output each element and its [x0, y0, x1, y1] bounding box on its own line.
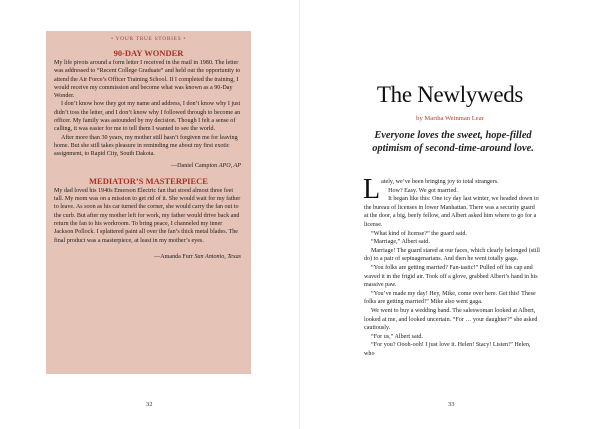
article-paragraph: “For you? Oooh-ooh! I just love it. Helen! Stacy! Listen!” Helen, who	[364, 342, 531, 357]
byline: by Martha Weinman Lear	[416, 115, 484, 122]
story-title: 90-DAY WONDER	[113, 48, 184, 58]
your-true-stories-sidebar	[46, 31, 251, 374]
story-paragraph: My life pivots around a form letter I received in the mail in 1980. The letter was addressed to “Recent College Graduate” and held out the opportunity to attend the Air Force’s Officer Training School. If I completed the training, I would receive my commission and become what was known as a 90-Day Wonder.	[54, 60, 241, 100]
article-paragraph: “What kind of license?” the guard said.	[371, 230, 467, 237]
story-paragraph: I don’t know how they got my name and address, I don’t know why I just didn’t toss the letter, and I don’t know why I followed through to become an officer. My family was astounded by my decision. Though I felt a sense of calling, it was easier for me to tell them I wanted to see the world.	[54, 101, 241, 133]
article-paragraph: How? Easy. We got married.	[388, 187, 458, 194]
section-header: • YOUR TRUE STORIES •	[111, 36, 186, 42]
author-place: APO, AP	[218, 162, 241, 169]
right-page	[300, 0, 600, 429]
article-paragraph: “Marriage,” Albert said.	[371, 239, 430, 246]
drop-cap: L	[363, 174, 381, 205]
article-deck: Everyone loves the sweet, hope-filled optimism of second-time-around love.	[372, 130, 534, 154]
page-number: 32	[146, 401, 153, 408]
article-paragraph: “You’ve made my day! Hey, Mike, come over here. Get this! These folks are getting married!” Mike also went gaga.	[364, 290, 536, 306]
article-paragraph: Marriage! The guard stared at our faces, which clearly belonged (still do) to a pair of septuagenarians. And then he went totally gaga.	[364, 247, 540, 263]
author-place: San Antonio, Texas	[194, 253, 241, 260]
story-signature	[54, 253, 241, 261]
article-paragraph: “You folks are getting married? Fan-tastic!” Pulled off his cap and waved it in the frigid air. Took off a glove, grabbed Albert’s hand in his massive paw.	[364, 264, 538, 289]
article-title: The Newlyweds	[376, 82, 524, 107]
story-title: MEDIATOR’S MASTERPIECE	[89, 175, 208, 186]
article-body	[363, 174, 540, 358]
article-paragraph: We went to buy a wedding band. The saleswoman looked at Albert, looked at me, and looked uncertain. “For … your daughter?” she asked cautiously.	[364, 307, 538, 332]
author-name: —Daniel Campion	[171, 162, 218, 169]
story-signature	[54, 162, 241, 170]
article-paragraph: It began like this: One icy day last winter, we headed down to the bureau of licenses in lower Manhattan. There was a security guard at the door, a big, beefy fellow, and Albert asked him where to go for a license.	[364, 196, 539, 228]
story-paragraph: After more than 30 years, my mother still hasn’t forgiven me for leaving home. But she still takes pleasure in reminding me about my first exotic assignment, to Rapid City, South Dakota.	[54, 134, 238, 158]
story-90-day-wonder	[54, 48, 243, 170]
story-paragraph: My dad loved his 1940s Emerson Electric fan that stood almost three feet tall. My mom was on a mission to get rid of it. She would wait for my father to leave. As soon as his car turned the corner, she would carry the fan out to the curb. But after my mother left for work, my father would drive back and return the fan to his workroom. To bring peace, I channeled my inner Jackson Pollock. I splattered paint all over the fan’s thick metal blades. The final product was a masterpiece, at least in my mother’s eyes.	[54, 187, 241, 244]
author-name: —Amanda Furr	[154, 253, 193, 260]
article-paragraph: “For us,” Albert said.	[371, 333, 423, 340]
page-number: 33	[448, 401, 455, 408]
story-mediators-masterpiece	[54, 176, 243, 261]
first-paragraph-text: ately, we’ve been bringing joy to total strangers.	[381, 179, 499, 185]
